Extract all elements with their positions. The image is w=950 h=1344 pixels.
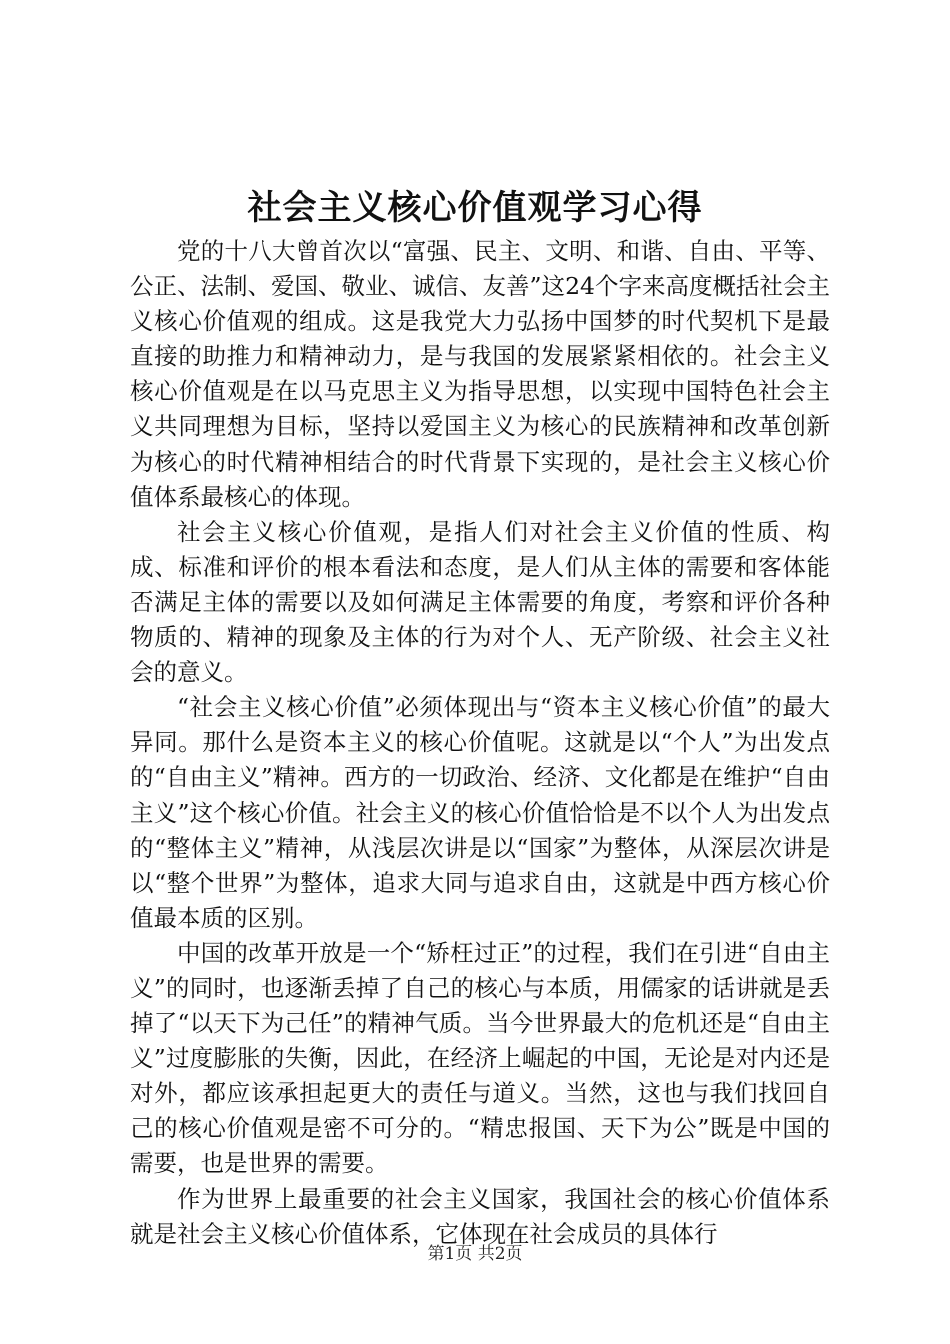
- document-title: 社会主义核心价值观学习心得: [247, 188, 703, 228]
- document-body: [130, 234, 830, 1252]
- paragraph-3: “社会主义核心价值”必须体现出与“资本主义核心价值”的最大异同。那什么是资本主义的核心价值呢。这就是以“个人”为出发点的“自由主义”精神。西方的一切政治、经济、文化都是在维护“自由主义”这个核心价值。社会主义的核心价值恰恰是不以个人为出发点的“整体主义”精神，从浅层次讲是以“国家”为整体，从深层次讲是以“整个世界”为整体，追求大同与追求自由，这就是中西方核心价值最本质的区别。: [130, 693, 830, 932]
- paragraph-1: 党的十八大曾首次以“富强、民主、文明、和谐、自由、平等、公正、法制、爱国、敬业、诚信、友善”这24个字来高度概括社会主义核心价值观的组成。这是我党大力弘扬中国梦的时代契机下是最直接的助推力和精神动力，是与我国的发展紧紧相依的。社会主义核心价值观是在以马克思主义为指导思想，以实现中国特色社会主义共同理想为目标，坚持以爱国主义为核心的民族精神和改革创新为核心的时代精神相结合的时代背景下实现的，是社会主义核心价值体系最核心的体现。: [130, 237, 830, 511]
- paragraph-5: 作为世界上最重要的社会主义国家，我国社会的核心价值体系就是社会主义核心价值体系，它体现在社会成员的具体行: [130, 1184, 830, 1248]
- paragraph-4: 中国的改革开放是一个“矫枉过正”的过程，我们在引进“自由主义”的同时，也逐渐丢掉了自己的核心与本质，用儒家的话讲就是丢掉了“以天下为己任”的精神气质。当今世界最大的危机还是“自由主义”过度膨胀的失衡，因此，在经济上崛起的中国，无论是对内还是对外，都应该承担起更大的责任与道义。当然，这也与我们找回自己的核心价值观是密不可分的。“精忠报国、天下为公”既是中国的需要，也是世界的需要。: [130, 938, 830, 1178]
- page-number-footer: 第1页 共2页: [427, 1244, 523, 1264]
- paragraph-2: 社会主义核心价值观，是指人们对社会主义价值的性质、构成、标准和评价的根本看法和态度，是人们从主体的需要和客体能否满足主体的需要以及如何满足主体需要的角度，考察和评价各种物质的、精神的现象及主体的行为对个人、无产阶级、社会主义社会的意义。: [130, 517, 830, 687]
